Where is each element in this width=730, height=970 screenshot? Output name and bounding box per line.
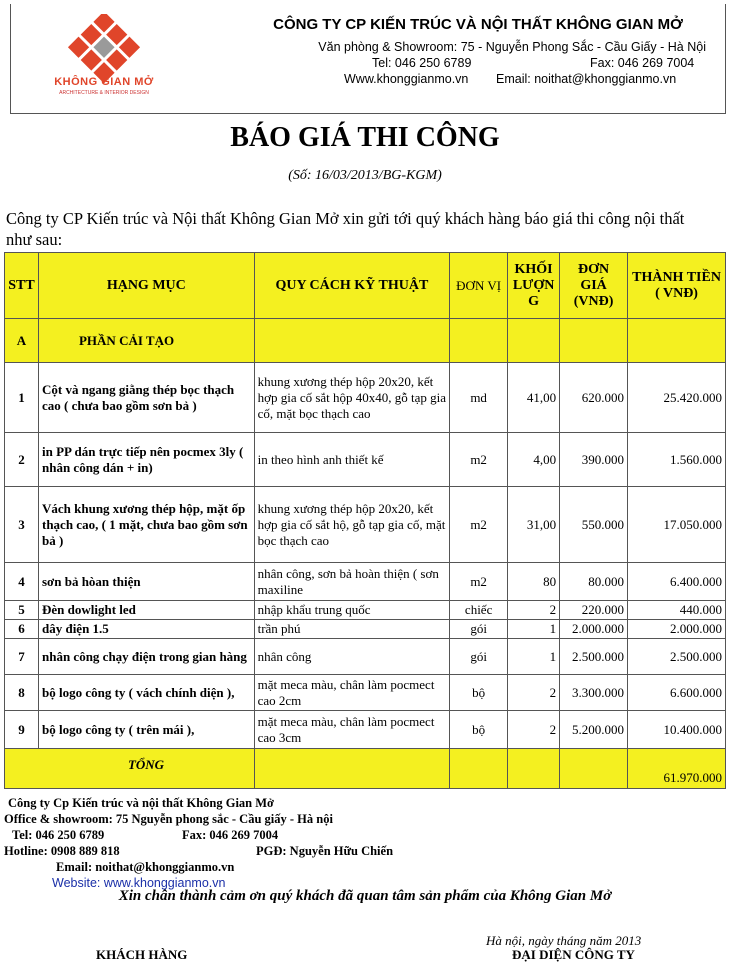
logo-subtext: ARCHITECTURE & INTERIOR DESIGN xyxy=(59,90,149,96)
quotation-table xyxy=(4,252,726,789)
table-row: 5 Đèn dowlight led nhập khẩu trung quốc chiếc 2 220.000 440.000 xyxy=(5,601,726,620)
total-row xyxy=(5,749,726,789)
table-row: 7 nhân công chạy điện trong gian hàng nhân công gói 1 2.500.000 2.500.000 xyxy=(5,639,726,675)
table-row: 1 Cột và ngang giằng thép bọc thạch cao ( chưa bao gồm sơn bả ) khung xương thép hộp 20x20, kết hợp gia cố sắt hộp 40x40, gỗ tạp gia cố, mặt bọc thạch cao md 41,00 620.000 25.420.000 xyxy=(5,363,726,433)
footer-tel: Tel: 046 250 6789 xyxy=(12,828,105,842)
header-tel: Tel: 046 250 6789 xyxy=(372,56,472,70)
header-email[interactable]: Email: noithat@khonggianmo.vn xyxy=(496,72,677,86)
header-spec: QUY CÁCH KỸ THUẬT xyxy=(254,253,450,319)
header-website[interactable]: Www.khonggianmo.vn xyxy=(344,72,469,86)
footer-company: Công ty Cp Kiến trúc và nội thất Không Gian Mở xyxy=(8,796,274,810)
footer-office: Office & showroom: 75 Nguyễn phong sắc - Cầu giấy - Hà nội xyxy=(4,812,333,826)
customer-label: KHÁCH HÀNG xyxy=(96,947,188,962)
logo-text: KHÔNG GIAN MỞ xyxy=(54,76,154,88)
showroom-address: Văn phòng & Showroom: 75 - Nguyễn Phong Sắc - Cầu Giấy - Hà Nội xyxy=(318,40,706,54)
table-row: 8 bộ logo công ty ( vách chính diện ), mặt meca màu, chân làm pocmect cao 2cm bộ 2 3.300.000 6.600.000 xyxy=(5,675,726,711)
section-code: A xyxy=(5,319,39,363)
table-row: 3 Vách khung xương thép hộp, mặt ốp thạch cao, ( 1 mặt, chưa bao gồm sơn bả ) khung xương thép hộp 20x20, kết hợp gia cố sắt hộ, gỗ tạp gia cố, mặt bọc thạch cao m2 31,00 550.000 17.050.000 xyxy=(5,487,726,563)
footer-fax: Fax: 046 269 7004 xyxy=(182,828,279,842)
table-row: 4 sơn bả hòan thiện nhân công, sơn bả hoàn thiện ( sơn maxiline m2 80 80.000 6.400.000 xyxy=(5,563,726,601)
document-title: BÁO GIÁ THI CÔNG xyxy=(230,122,500,153)
table-row: 9 bộ logo công ty ( trên mái ), mặt meca màu, chân làm pocmect cao 3cm bộ 2 5.200.000 10.400.000 xyxy=(5,711,726,749)
header-price: ĐƠN GIÁ (VNĐ) xyxy=(560,253,628,319)
signature-date: Hà nội, ngày tháng năm 2013 xyxy=(486,933,642,948)
table-row: 2 in PP dán trực tiếp nên pocmex 3ly ( nhân công dán + in) in theo hình anh thiết kế m2 4,00 390.000 1.560.000 xyxy=(5,433,726,487)
thank-you-note: Xin chân thành cảm ơn quý khách đã quan tâm sản phẩm của Không Gian Mở xyxy=(118,888,612,904)
section-row xyxy=(5,319,726,363)
header-stt: STT xyxy=(5,253,39,319)
total-value: 61.970.000 xyxy=(628,749,726,789)
header-item: HẠNG MỤC xyxy=(38,253,254,319)
footer-director: PGĐ: Nguyễn Hữu Chiến xyxy=(256,844,394,858)
section-name: PHẦN CẢI TẠO xyxy=(38,319,254,363)
company-name: CÔNG TY CP KIẾN TRÚC VÀ NỘI THẤT KHÔNG GIAN MỞ xyxy=(273,16,683,33)
header-fax: Fax: 046 269 7004 xyxy=(590,56,695,70)
table-header-row xyxy=(5,253,726,319)
document-number: (Số: 16/03/2013/BG-KGM) xyxy=(288,168,442,183)
table-row: 6 dây điện 1.5 trần phú gói 1 2.000.000 2.000.000 xyxy=(5,620,726,639)
footer-hotline: Hotline: 0908 889 818 xyxy=(4,844,120,858)
intro-text: Công ty CP Kiến trúc và Nội thất Không Gian Mở xin gửi tới quý khách hàng báo giá thi công nội thất như sau: xyxy=(6,209,685,249)
header-qty: KHỐI LƯỢN G xyxy=(508,253,560,319)
representative-label: ĐẠI DIỆN CÔNG TY xyxy=(512,947,635,962)
header-unit: ĐƠN VỊ xyxy=(450,253,508,319)
total-label: TỔNG xyxy=(38,749,254,789)
footer-website[interactable]: Website: www.khonggianmo.vn xyxy=(52,876,226,890)
header-total: THÀNH TIỀN ( VNĐ) xyxy=(628,253,726,319)
footer-email[interactable]: Email: noithat@khonggianmo.vn xyxy=(56,860,235,874)
